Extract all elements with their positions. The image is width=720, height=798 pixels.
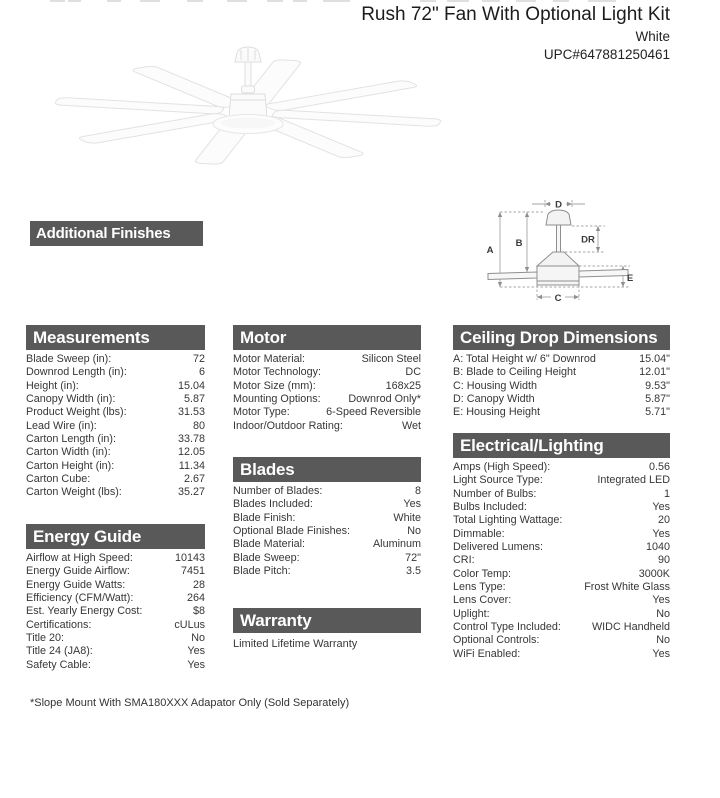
spec-row [26,433,205,446]
spec-value: cULus [174,618,205,631]
cropped-text-artifact [482,0,500,2]
cropped-text-artifact [267,0,283,2]
spec-row [26,420,205,433]
spec-label: Energy Guide Watts: [26,578,126,591]
spec-value: Yes [652,594,670,607]
spec-row [453,621,670,634]
spec-label: Control Type Included: [453,621,561,634]
spec-label: Efficiency (CFM/Watt): [26,592,134,605]
spec-label: D: Canopy Width [453,393,535,406]
spec-label: Est. Yearly Energy Cost: [26,605,143,618]
spec-value: 35.27 [177,486,205,499]
spec-value: 72" [405,551,421,564]
product-finish: White [635,29,670,44]
spec-label: Dimmable: [453,527,505,540]
spec-value: 31.53 [177,406,205,419]
cropped-text-artifact [588,0,616,2]
spec-value: 15.04" [639,353,670,365]
spec-row [26,659,205,672]
spec-label: A: Total Height w/ 6" Downrod [453,353,596,365]
spec-label: Total Lighting Wattage: [453,514,563,527]
spec-value: 5.87 [183,393,205,406]
spec-label: Number of Blades: [233,485,323,497]
dim-label-dr: DR [581,234,595,246]
spec-value: Integrated LED [597,474,670,487]
spec-value: 9.53" [645,379,670,392]
spec-row [453,366,670,379]
spec-value: 1040 [645,541,670,554]
section-title: Energy Guide [26,524,205,549]
spec-rows [233,485,421,578]
spec-value: 3000K [638,567,670,580]
spec-label: Indoor/Outdoor Rating: [233,419,343,432]
spec-row [453,634,670,647]
spec-value: 11.34 [178,459,205,472]
spec-value: Yes [652,527,670,540]
dim-label-d: D [555,199,562,211]
spec-row [453,528,670,541]
spec-value: Wet [402,419,421,432]
spec-label: Optional Blade Finishes: [233,525,351,538]
spec-label: Amps (High Speed): [453,461,551,473]
spec-label: Carton Weight (lbs): [26,486,122,499]
dim-label-c: C [554,293,562,304]
spec-value: 5.87" [645,393,670,406]
section-title: Motor [233,325,421,350]
spec-rows [453,461,670,661]
spec-value: 15.04 [177,379,205,392]
spec-row [453,501,670,514]
spec-label: Uplight: [453,607,490,620]
warranty-section [233,608,421,651]
slope-mount-footnote: *Slope Mount With SMA180XXX Adapator Only (Sold Separately) [30,697,350,709]
spec-row [233,565,421,578]
spec-row [453,353,670,366]
spec-value: Yes [652,647,670,660]
spec-value: Frost White Glass [584,581,670,594]
spec-label: CRI: [453,554,475,567]
spec-label: Mounting Options: [233,393,321,406]
spec-value: No [656,634,670,647]
spec-row [233,366,421,379]
spec-label: B: Blade to Ceiling Height [453,366,577,379]
spec-label: Lead Wire (in): [26,419,97,432]
spec-label: Title 24 (JA8): [26,645,93,658]
dim-label-e: E [626,273,634,284]
cropped-text-artifact [140,0,160,2]
spec-label: Energy Guide Airflow: [26,565,130,578]
spec-label: Light Source Type: [453,474,543,487]
spec-label: Blade Material: [233,538,306,551]
spec-label: C: Housing Width [453,379,538,392]
dim-label-a: A [486,245,494,256]
spec-value: Silicon Steel [361,353,421,365]
spec-value: 6 [198,366,205,379]
spec-label: Blade Sweep (in): [26,353,112,365]
spec-value: Yes [187,658,205,671]
spec-row [26,486,205,499]
spec-row [233,406,421,419]
spec-label: Motor Size (mm): [233,379,316,392]
spec-row [26,632,205,645]
section-title: Blades [233,457,421,482]
spec-row [26,380,205,393]
blades-section [233,457,421,578]
spec-label: Blade Sweep: [233,551,300,564]
spec-value: $8 [192,605,205,618]
spec-label: Title 20: [26,632,65,645]
spec-row [453,581,670,594]
spec-label: Number of Bulbs: [453,487,537,500]
spec-row [26,353,205,366]
spec-label: Motor Type: [233,406,290,419]
cropped-text-artifact [420,0,436,2]
cropped-text-artifact [447,0,469,2]
spec-value: 1 [663,487,670,500]
cropped-text-artifact [227,0,247,2]
spec-value: 168x25 [385,379,421,392]
spec-value: No [407,525,421,538]
spec-row [233,498,421,511]
spec-label: Airflow at High Speed: [26,552,133,564]
spec-row [26,552,205,565]
spec-value: White [393,511,421,524]
spec-label: Motor Material: [233,353,305,365]
spec-label: Carton Cube: [26,473,91,486]
fan-product-image [55,42,455,166]
measurements-section [26,325,205,500]
spec-row [26,473,205,486]
ceiling-drop-diagram [462,197,677,311]
spec-value: 8 [414,485,421,497]
spec-value: 20 [657,514,670,527]
cropped-text-artifact [293,0,307,2]
spec-value: Aluminum [372,538,421,551]
spec-value: 264 [186,592,205,605]
spec-value: 0.56 [648,461,670,473]
spec-label: Motor Technology: [233,366,322,379]
spec-value: 2.67 [183,473,205,486]
additional-finishes-section [30,221,203,251]
spec-rows [233,353,421,433]
spec-row [453,648,670,661]
spec-row [453,608,670,621]
spec-value: 33.78 [177,433,205,446]
spec-row [453,393,670,406]
spec-row [26,366,205,379]
spec-row [233,525,421,538]
product-title: Rush 72" Fan With Optional Light Kit [361,4,670,25]
section-title: Ceiling Drop Dimensions [453,325,670,350]
spec-row [233,485,421,498]
spec-row [233,420,421,433]
ceiling-drop-section [453,325,670,420]
spec-value: No [191,632,205,645]
energy-guide-section [26,524,205,672]
spec-value: 12.05 [177,446,205,459]
spec-row [26,605,205,618]
spec-row [26,592,205,605]
spec-row [453,461,670,474]
spec-value: 3.5 [405,565,421,578]
spec-row [453,406,670,419]
spec-label: WiFi Enabled: [453,647,521,660]
spec-label: Delivered Lumens: [453,541,544,554]
spec-value: 28 [192,578,205,591]
spec-row [233,552,421,565]
spec-row [26,446,205,459]
spec-row [233,512,421,525]
spec-value: Yes [403,498,421,511]
spec-row [453,488,670,501]
spec-value: Yes [187,645,205,658]
spec-label: Blades Included: [233,498,313,511]
spec-row [453,568,670,581]
spec-row [453,541,670,554]
spec-label: E: Housing Height [453,406,541,419]
spec-value: 12.01" [639,366,670,379]
cropped-text-artifact [187,0,203,2]
spec-label: Carton Height (in): [26,459,115,472]
spec-value: WIDC Handheld [591,621,670,634]
spec-value: 6-Speed Reversible [326,406,421,419]
spec-label: Canopy Width (in): [26,393,116,406]
spec-row [453,474,670,487]
spec-label: Color Temp: [453,567,512,580]
cropped-text-artifact [68,0,81,2]
spec-value: 80 [192,419,205,432]
spec-row [233,393,421,406]
cropped-text-artifact [323,0,350,2]
spec-row [26,565,205,578]
cropped-text-artifact [553,0,569,2]
cropped-text-artifact [50,0,65,2]
spec-value: No [656,607,670,620]
spec-label: Optional Controls: [453,634,540,647]
spec-row [26,406,205,419]
spec-rows [453,353,670,420]
spec-row [233,538,421,551]
section-title: Electrical/Lighting [453,433,670,458]
spec-label: Blade Pitch: [233,565,291,578]
spec-label: Carton Length (in): [26,433,117,446]
spec-label: Lens Cover: [453,594,512,607]
spec-row [233,380,421,393]
spec-row [453,514,670,527]
spec-row [26,393,205,406]
cropped-text-artifact [107,0,121,2]
spec-value: Downrod Only* [348,393,421,406]
spec-label: Certifications: [26,618,92,631]
product-upc: UPC#647881250461 [543,47,670,62]
spec-row [453,380,670,393]
spec-value: 90 [657,554,670,567]
spec-label: Carton Width (in): [26,446,111,459]
spec-value: 7451 [180,565,205,578]
spec-label: Safety Cable: [26,658,91,671]
spec-row [26,619,205,632]
spec-label: Product Weight (lbs): [26,406,127,419]
section-title: Measurements [26,325,205,350]
spec-label: Bulbs Included: [453,501,527,514]
spec-row [453,594,670,607]
spec-row [453,554,670,567]
spec-value: 10143 [174,552,205,564]
spec-value: 72 [192,353,205,365]
electrical-lighting-section [453,433,670,661]
spec-value: DC [405,366,421,379]
spec-row [233,353,421,366]
spec-label: Height (in): [26,379,79,392]
spec-row [26,645,205,658]
section-title: Additional Finishes [30,221,203,246]
spec-row [26,579,205,592]
dim-label-b: B [515,238,523,249]
spec-label: Downrod Length (in): [26,366,127,379]
spec-row [26,460,205,473]
section-title: Warranty [233,608,421,633]
spec-value: Yes [652,501,670,514]
spec-value: 5.71" [645,406,670,419]
warranty-note: Limited Lifetime Warranty [233,638,358,650]
motor-section [233,325,421,433]
spec-label: Blade Finish: [233,511,296,524]
spec-label: Lens Type: [453,581,506,594]
spec-rows [26,353,205,500]
cropped-text-artifact [516,0,536,2]
spec-rows [26,552,205,672]
